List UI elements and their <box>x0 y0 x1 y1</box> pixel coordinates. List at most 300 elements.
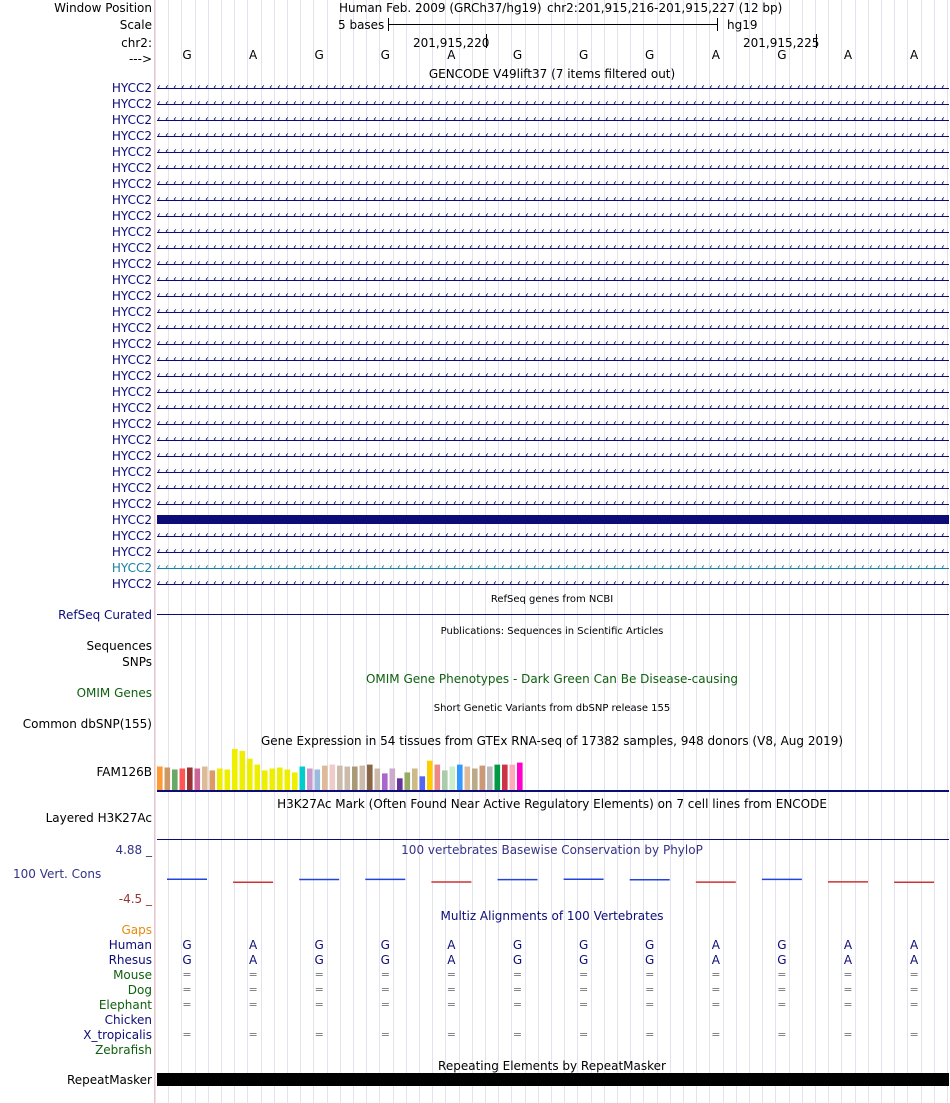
strand-chevron-icon: ‹ <box>581 435 591 445</box>
strand-chevron-icon: ‹ <box>237 307 247 317</box>
strand-chevron-icon: ‹ <box>813 147 823 157</box>
gtex-tissue-bar[interactable] <box>217 769 223 791</box>
gencode-transcript[interactable] <box>157 307 949 317</box>
strand-chevron-icon: ‹ <box>597 275 607 285</box>
gtex-tissue-bar[interactable] <box>202 767 208 791</box>
strand-chevron-icon: ‹ <box>773 291 783 301</box>
strand-chevron-icon: ‹ <box>437 531 447 541</box>
strand-chevron-icon: ‹ <box>309 99 319 109</box>
gtex-tissue-bar[interactable] <box>517 763 523 790</box>
strand-chevron-icon: ‹ <box>245 83 255 93</box>
gencode-transcript[interactable] <box>157 531 949 541</box>
strand-chevron-icon: ‹ <box>885 355 895 365</box>
omim-track-title[interactable]: OMIM Gene Phenotypes - Dark Green Can Be Disease-causing <box>0 672 950 686</box>
strand-chevron-icon: ‹ <box>317 99 327 109</box>
strand-chevron-icon: ‹ <box>597 579 607 589</box>
strand-chevron-icon: ‹ <box>485 339 495 349</box>
strand-chevron-icon: ‹ <box>461 451 471 461</box>
strand-chevron-icon: ‹ <box>509 435 519 445</box>
gtex-tissue-bar[interactable] <box>322 766 328 790</box>
refseq-label[interactable]: RefSeq Curated <box>58 608 152 622</box>
strand-chevron-icon: ‹ <box>845 563 855 573</box>
gencode-item-label[interactable]: HYCC2 <box>112 209 152 223</box>
gencode-item-label[interactable]: HYCC2 <box>112 561 152 575</box>
strand-chevron-icon: ‹ <box>589 115 599 125</box>
strand-chevron-icon: ‹ <box>653 227 663 237</box>
gtex-tissue-bar[interactable] <box>397 778 403 790</box>
gencode-item-label[interactable]: HYCC2 <box>112 161 152 175</box>
strand-chevron-icon: ‹ <box>221 259 231 269</box>
gencode-transcript[interactable] <box>157 339 949 349</box>
gtex-gene-label[interactable]: FAM126B <box>97 765 153 779</box>
gencode-transcript[interactable] <box>157 243 949 253</box>
gencode-transcript[interactable] <box>157 515 949 524</box>
strand-chevron-icon: ‹ <box>677 419 687 429</box>
strand-chevron-icon: ‹ <box>925 403 935 413</box>
strand-chevron-icon: ‹ <box>717 419 727 429</box>
strand-chevron-icon: ‹ <box>565 403 575 413</box>
strand-chevron-icon: ‹ <box>301 307 311 317</box>
gencode-item-label[interactable]: HYCC2 <box>112 497 152 511</box>
strand-chevron-icon: ‹ <box>813 307 823 317</box>
gencode-item-label[interactable]: HYCC2 <box>112 369 152 383</box>
gtex-bar-chart[interactable] <box>155 744 950 794</box>
strand-chevron-icon: ‹ <box>893 483 903 493</box>
refseq-track-title[interactable]: RefSeq genes from NCBI <box>0 593 950 607</box>
gencode-item-label[interactable]: HYCC2 <box>112 305 152 319</box>
gencode-item-label[interactable]: HYCC2 <box>112 289 152 303</box>
strand-chevron-icon: ‹ <box>797 483 807 493</box>
multiz-track-title[interactable]: Multiz Alignments of 100 Vertebrates <box>0 909 950 923</box>
gencode-transcript[interactable] <box>157 259 949 269</box>
strand-chevron-icon: ‹ <box>261 211 271 221</box>
strand-chevron-icon: ‹ <box>885 371 895 381</box>
publications-snps-label[interactable]: SNPs <box>122 655 152 669</box>
multiz-species-label[interactable]: Mouse <box>113 968 152 982</box>
strand-chevron-icon: ‹ <box>821 115 831 125</box>
strand-chevron-icon: ‹ <box>381 355 391 365</box>
strand-chevron-icon: ‹ <box>685 371 695 381</box>
gencode-item-label[interactable]: HYCC2 <box>112 241 152 255</box>
gencode-transcript[interactable] <box>157 147 949 157</box>
gencode-transcript[interactable] <box>157 563 949 573</box>
gencode-item-label[interactable]: HYCC2 <box>112 417 152 431</box>
gtex-tissue-bar[interactable] <box>337 766 343 790</box>
multiz-gaps-label[interactable]: Gaps <box>121 923 152 937</box>
gtex-tissue-bar[interactable] <box>345 767 351 791</box>
gencode-transcript[interactable] <box>157 483 949 493</box>
gtex-tissue-bar[interactable] <box>255 765 261 790</box>
gtex-tissue-bar[interactable] <box>472 769 478 791</box>
strand-chevron-icon: ‹ <box>725 547 735 557</box>
strand-chevron-icon: ‹ <box>357 99 367 109</box>
gtex-tissue-bar[interactable] <box>405 772 411 790</box>
strand-chevron-icon: ‹ <box>333 115 343 125</box>
strand-chevron-icon: ‹ <box>701 355 711 365</box>
gencode-transcript[interactable] <box>157 467 949 477</box>
strand-chevron-icon: ‹ <box>397 275 407 285</box>
gencode-transcript[interactable] <box>157 163 949 173</box>
gtex-tissue-bar[interactable] <box>420 776 426 790</box>
strand-arrow-label[interactable]: ---> <box>129 52 152 66</box>
gtex-tissue-bar[interactable] <box>270 769 276 791</box>
gencode-item-label[interactable]: HYCC2 <box>112 465 152 479</box>
strand-chevron-icon: ‹ <box>205 371 215 381</box>
strand-chevron-icon: ‹ <box>485 195 495 205</box>
strand-chevron-icon: ‹ <box>261 419 271 429</box>
gtex-baseline <box>157 790 949 792</box>
gtex-tissue-bar[interactable] <box>315 770 321 791</box>
strand-chevron-icon: ‹ <box>709 179 719 189</box>
gencode-item-label[interactable]: HYCC2 <box>112 97 152 111</box>
gencode-transcript[interactable] <box>157 499 949 509</box>
strand-chevron-icon: ‹ <box>237 579 247 589</box>
multiz-base: G <box>574 953 594 967</box>
refseq-line[interactable] <box>157 614 949 615</box>
strand-chevron-icon: ‹ <box>933 339 943 349</box>
strand-chevron-icon: ‹ <box>213 339 223 349</box>
publications-track-title[interactable]: Publications: Sequences in Scientific Articles <box>0 625 950 639</box>
gencode-item-label[interactable]: HYCC2 <box>112 81 152 95</box>
multiz-species-label[interactable]: Dog <box>128 983 152 997</box>
gtex-tissue-bar[interactable] <box>382 773 388 790</box>
strand-chevron-icon: ‹ <box>397 451 407 461</box>
gencode-track-title[interactable]: GENCODE V49lift37 (7 items filtered out) <box>0 67 950 81</box>
strand-chevron-icon: ‹ <box>877 275 887 285</box>
strand-chevron-icon: ‹ <box>333 371 343 381</box>
strand-chevron-icon: ‹ <box>429 323 439 333</box>
strand-chevron-icon: ‹ <box>373 563 383 573</box>
strand-chevron-icon: ‹ <box>269 211 279 221</box>
gtex-tissue-bar[interactable] <box>510 765 516 790</box>
strand-chevron-icon: ‹ <box>421 547 431 557</box>
gtex-tissue-bar[interactable] <box>232 749 238 790</box>
gtex-tissue-bar[interactable] <box>262 770 268 790</box>
strand-chevron-icon: ‹ <box>869 131 879 141</box>
h3k27ac-label[interactable]: Layered H3K27Ac <box>46 811 152 825</box>
strand-chevron-icon: ‹ <box>549 291 559 301</box>
strand-chevron-icon: ‹ <box>565 275 575 285</box>
strand-chevron-icon: ‹ <box>381 387 391 397</box>
strand-chevron-icon: ‹ <box>325 323 335 333</box>
gtex-tissue-bar[interactable] <box>330 765 336 790</box>
strand-chevron-icon: ‹ <box>933 227 943 237</box>
strand-chevron-icon: ‹ <box>245 291 255 301</box>
gtex-tissue-bar[interactable] <box>187 768 193 791</box>
strand-chevron-icon: ‹ <box>581 467 591 477</box>
gencode-item-label[interactable]: HYCC2 <box>112 177 152 191</box>
phylop-label[interactable]: 100 Vert. Cons <box>13 867 101 881</box>
gtex-tissue-bar[interactable] <box>465 767 471 791</box>
gtex-track-title[interactable]: Gene Expression in 54 tissues from GTEx RNA-seq of 17382 samples, 948 donors (V8, Aug 2019) <box>0 734 950 748</box>
gencode-item-label[interactable]: HYCC2 <box>112 273 152 287</box>
gencode-item-label[interactable]: HYCC2 <box>112 145 152 159</box>
strand-chevron-icon: ‹ <box>597 163 607 173</box>
gencode-item-label[interactable]: HYCC2 <box>112 321 152 335</box>
gencode-transcript[interactable] <box>157 403 949 413</box>
strand-chevron-icon: ‹ <box>229 83 239 93</box>
gencode-item-label[interactable]: HYCC2 <box>112 129 152 143</box>
gtex-tissue-bar[interactable] <box>172 770 178 791</box>
gtex-tissue-bar[interactable] <box>435 765 441 790</box>
gencode-transcript[interactable] <box>157 419 949 429</box>
gencode-item-label[interactable]: HYCC2 <box>112 449 152 463</box>
phylop-plot[interactable] <box>155 860 950 900</box>
gencode-transcript[interactable] <box>157 291 949 301</box>
strand-chevron-icon: ‹ <box>861 115 871 125</box>
multiz-species-label[interactable]: Human <box>109 938 152 952</box>
multiz-species-label[interactable]: Zebrafish <box>95 1043 152 1057</box>
gencode-item-label[interactable]: HYCC2 <box>112 513 152 527</box>
strand-chevron-icon: ‹ <box>597 403 607 413</box>
gtex-tissue-bar[interactable] <box>195 769 201 791</box>
gtex-tissue-bar[interactable] <box>427 761 433 790</box>
gencode-item-label[interactable]: HYCC2 <box>112 401 152 415</box>
strand-chevron-icon: ‹ <box>365 291 375 301</box>
gtex-tissue-bar[interactable] <box>180 769 186 791</box>
gencode-transcript[interactable] <box>157 435 949 445</box>
strand-chevron-icon: ‹ <box>237 467 247 477</box>
strand-chevron-icon: ‹ <box>589 147 599 157</box>
dbsnp-label[interactable]: Common dbSNP(155) <box>23 717 152 731</box>
strand-chevron-icon: ‹ <box>677 435 687 445</box>
gtex-tissue-bar[interactable] <box>277 768 283 791</box>
strand-chevron-icon: ‹ <box>557 195 567 205</box>
strand-chevron-icon: ‹ <box>901 99 911 109</box>
gtex-tissue-bar[interactable] <box>292 772 298 790</box>
gencode-transcript[interactable] <box>157 579 949 589</box>
strand-chevron-icon: ‹ <box>461 419 471 429</box>
strand-chevron-icon: ‹ <box>749 563 759 573</box>
strand-chevron-icon: ‹ <box>877 435 887 445</box>
strand-chevron-icon: ‹ <box>549 115 559 125</box>
gencode-item-label[interactable]: HYCC2 <box>112 529 152 543</box>
gencode-transcript[interactable] <box>157 211 949 221</box>
multiz-species-label[interactable]: Rhesus <box>109 953 152 967</box>
strand-chevron-icon: ‹ <box>709 387 719 397</box>
gencode-item-label[interactable]: HYCC2 <box>112 545 152 559</box>
gtex-tissue-bar[interactable] <box>225 770 231 791</box>
strand-chevron-icon: ‹ <box>933 307 943 317</box>
gencode-transcript[interactable] <box>157 371 949 381</box>
strand-chevron-icon: ‹ <box>413 323 423 333</box>
gtex-tissue-bar[interactable] <box>480 766 486 790</box>
strand-chevron-icon: ‹ <box>205 419 215 429</box>
gencode-item-label[interactable]: HYCC2 <box>112 577 152 591</box>
gencode-transcript[interactable] <box>157 355 949 365</box>
gencode-transcript[interactable] <box>157 387 949 397</box>
strand-chevron-icon: ‹ <box>381 547 391 557</box>
strand-chevron-icon: ‹ <box>725 483 735 493</box>
strand-chevron-icon: ‹ <box>429 531 439 541</box>
strand-chevron-icon: ‹ <box>485 147 495 157</box>
gtex-tissue-bar[interactable] <box>352 767 358 791</box>
strand-chevron-icon: ‹ <box>525 259 535 269</box>
gencode-item-label[interactable]: HYCC2 <box>112 113 152 127</box>
strand-chevron-icon: ‹ <box>901 275 911 285</box>
strand-chevron-icon: ‹ <box>445 99 455 109</box>
gencode-transcript[interactable] <box>157 179 949 189</box>
multiz-species-label[interactable]: Chicken <box>105 1013 152 1027</box>
gtex-tissue-bar[interactable] <box>412 769 418 791</box>
gtex-tissue-bar[interactable] <box>157 767 163 791</box>
gtex-tissue-bar[interactable] <box>390 769 396 791</box>
gtex-tissue-bar[interactable] <box>457 765 463 790</box>
strand-chevron-icon: ‹ <box>293 355 303 365</box>
strand-chevron-icon: ‹ <box>925 115 935 125</box>
gtex-tissue-bar[interactable] <box>247 759 253 790</box>
gtex-tissue-bar[interactable] <box>165 768 171 791</box>
gtex-tissue-bar[interactable] <box>210 770 216 790</box>
strand-chevron-icon: ‹ <box>845 451 855 461</box>
strand-chevron-icon: ‹ <box>805 403 815 413</box>
gtex-tissue-bar[interactable] <box>240 751 246 790</box>
strand-chevron-icon: ‹ <box>637 307 647 317</box>
strand-chevron-icon: ‹ <box>365 243 375 253</box>
strand-chevron-icon: ‹ <box>157 339 167 349</box>
strand-chevron-icon: ‹ <box>837 307 847 317</box>
strand-chevron-icon: ‹ <box>421 243 431 253</box>
strand-chevron-icon: ‹ <box>181 131 191 141</box>
strand-chevron-icon: ‹ <box>765 131 775 141</box>
dbsnp-track-title[interactable]: Short Genetic Variants from dbSNP release 155 <box>0 702 950 716</box>
gtex-tissue-bar[interactable] <box>367 765 373 790</box>
strand-chevron-icon: ‹ <box>821 419 831 429</box>
gencode-item-label[interactable]: HYCC2 <box>112 353 152 367</box>
strand-chevron-icon: ‹ <box>301 243 311 253</box>
strand-chevron-icon: ‹ <box>397 227 407 237</box>
gtex-tissue-bar[interactable] <box>300 767 306 791</box>
gencode-transcript[interactable] <box>157 115 949 125</box>
gtex-tissue-bar[interactable] <box>487 767 493 791</box>
repeatmasker-block[interactable] <box>157 1073 949 1086</box>
gencode-transcript[interactable] <box>157 275 949 285</box>
strand-chevron-icon: ‹ <box>821 483 831 493</box>
gencode-transcript[interactable] <box>157 451 949 461</box>
strand-chevron-icon: ‹ <box>629 579 639 589</box>
strand-chevron-icon: ‹ <box>853 195 863 205</box>
strand-chevron-icon: ‹ <box>525 227 535 237</box>
strand-chevron-icon: ‹ <box>805 531 815 541</box>
strand-chevron-icon: ‹ <box>285 387 295 397</box>
strand-chevron-icon: ‹ <box>221 339 231 349</box>
repeatmasker-track-title[interactable]: Repeating Elements by RepeatMasker <box>0 1059 950 1073</box>
strand-chevron-icon: ‹ <box>357 563 367 573</box>
gtex-tissue-bar[interactable] <box>442 770 448 790</box>
gtex-tissue-bar[interactable] <box>375 769 381 791</box>
strand-chevron-icon: ‹ <box>765 483 775 493</box>
gencode-transcript[interactable] <box>157 227 949 237</box>
strand-chevron-icon: ‹ <box>613 371 623 381</box>
gtex-tissue-bar[interactable] <box>360 766 366 790</box>
gencode-item-label[interactable]: HYCC2 <box>112 433 152 447</box>
publications-sequences-label[interactable]: Sequences <box>87 639 152 653</box>
strand-chevron-icon: ‹ <box>405 115 415 125</box>
omim-label[interactable]: OMIM Genes <box>77 686 152 700</box>
multiz-species-label[interactable]: Elephant <box>99 998 152 1012</box>
gtex-tissue-bar[interactable] <box>502 765 508 790</box>
gtex-tissue-bar[interactable] <box>307 769 313 791</box>
strand-chevron-icon: ‹ <box>925 371 935 381</box>
strand-chevron-icon: ‹ <box>469 371 479 381</box>
strand-chevron-icon: ‹ <box>501 131 511 141</box>
gtex-tissue-bar[interactable] <box>285 770 291 791</box>
gencode-transcript[interactable] <box>157 195 949 205</box>
strand-chevron-icon: ‹ <box>829 291 839 301</box>
gencode-item-label[interactable]: HYCC2 <box>112 481 152 495</box>
strand-chevron-icon: ‹ <box>925 291 935 301</box>
multiz-match-symbol: = <box>838 998 858 1012</box>
strand-chevron-icon: ‹ <box>493 115 503 125</box>
strand-chevron-icon: ‹ <box>877 387 887 397</box>
strand-chevron-icon: ‹ <box>725 467 735 477</box>
gencode-transcript[interactable] <box>157 99 949 109</box>
strand-chevron-icon: ‹ <box>669 419 679 429</box>
strand-chevron-icon: ‹ <box>709 243 719 253</box>
strand-chevron-icon: ‹ <box>861 99 871 109</box>
strand-chevron-icon: ‹ <box>741 195 751 205</box>
strand-chevron-icon: ‹ <box>605 307 615 317</box>
gtex-tissue-bar[interactable] <box>450 767 456 791</box>
multiz-base: G <box>177 953 197 967</box>
strand-chevron-icon: ‹ <box>797 83 807 93</box>
strand-chevron-icon: ‹ <box>477 563 487 573</box>
strand-chevron-icon: ‹ <box>573 243 583 253</box>
gencode-item-label[interactable]: HYCC2 <box>112 337 152 351</box>
repeatmasker-label[interactable]: RepeatMasker <box>67 1073 152 1087</box>
strand-chevron-icon: ‹ <box>749 291 759 301</box>
multiz-match-symbol: = <box>309 968 329 982</box>
gencode-transcript[interactable] <box>157 131 949 141</box>
strand-chevron-icon: ‹ <box>317 291 327 301</box>
strand-chevron-icon: ‹ <box>749 547 759 557</box>
strand-chevron-icon: ‹ <box>205 227 215 237</box>
gtex-tissue-bar[interactable] <box>495 765 501 790</box>
strand-chevron-icon: ‹ <box>757 563 767 573</box>
strand-chevron-icon: ‹ <box>845 83 855 93</box>
gencode-transcript[interactable] <box>157 83 949 93</box>
strand-chevron-icon: ‹ <box>389 179 399 189</box>
strand-chevron-icon: ‹ <box>549 579 559 589</box>
gencode-item-label[interactable]: HYCC2 <box>112 225 152 239</box>
gencode-transcript[interactable] <box>157 323 949 333</box>
strand-chevron-icon: ‹ <box>701 499 711 509</box>
gencode-transcript[interactable] <box>157 547 949 557</box>
strand-chevron-icon: ‹ <box>853 403 863 413</box>
strand-chevron-icon: ‹ <box>805 387 815 397</box>
strand-chevron-icon: ‹ <box>181 259 191 269</box>
strand-chevron-icon: ‹ <box>357 163 367 173</box>
strand-chevron-icon: ‹ <box>693 227 703 237</box>
gencode-item-label[interactable]: HYCC2 <box>112 193 152 207</box>
strand-chevron-icon: ‹ <box>821 291 831 301</box>
strand-chevron-icon: ‹ <box>813 275 823 285</box>
strand-chevron-icon: ‹ <box>309 403 319 413</box>
multiz-species-label[interactable]: X_tropicalis <box>83 1028 152 1042</box>
strand-chevron-icon: ‹ <box>157 131 167 141</box>
strand-chevron-icon: ‹ <box>661 259 671 269</box>
strand-chevron-icon: ‹ <box>845 275 855 285</box>
gencode-item-label[interactable]: HYCC2 <box>112 385 152 399</box>
strand-chevron-icon: ‹ <box>685 387 695 397</box>
phylop-track-title[interactable]: 100 vertebrates Basewise Conservation by PhyloP <box>0 843 950 857</box>
strand-chevron-icon: ‹ <box>581 387 591 397</box>
strand-chevron-icon: ‹ <box>261 403 271 413</box>
strand-chevron-icon: ‹ <box>485 131 495 141</box>
strand-chevron-icon: ‹ <box>797 531 807 541</box>
h3k27ac-track-title[interactable]: H3K27Ac Mark (Often Found Near Active Regulatory Elements) on 7 cell lines from ENCODE <box>0 797 950 811</box>
gencode-item-label[interactable]: HYCC2 <box>112 257 152 271</box>
